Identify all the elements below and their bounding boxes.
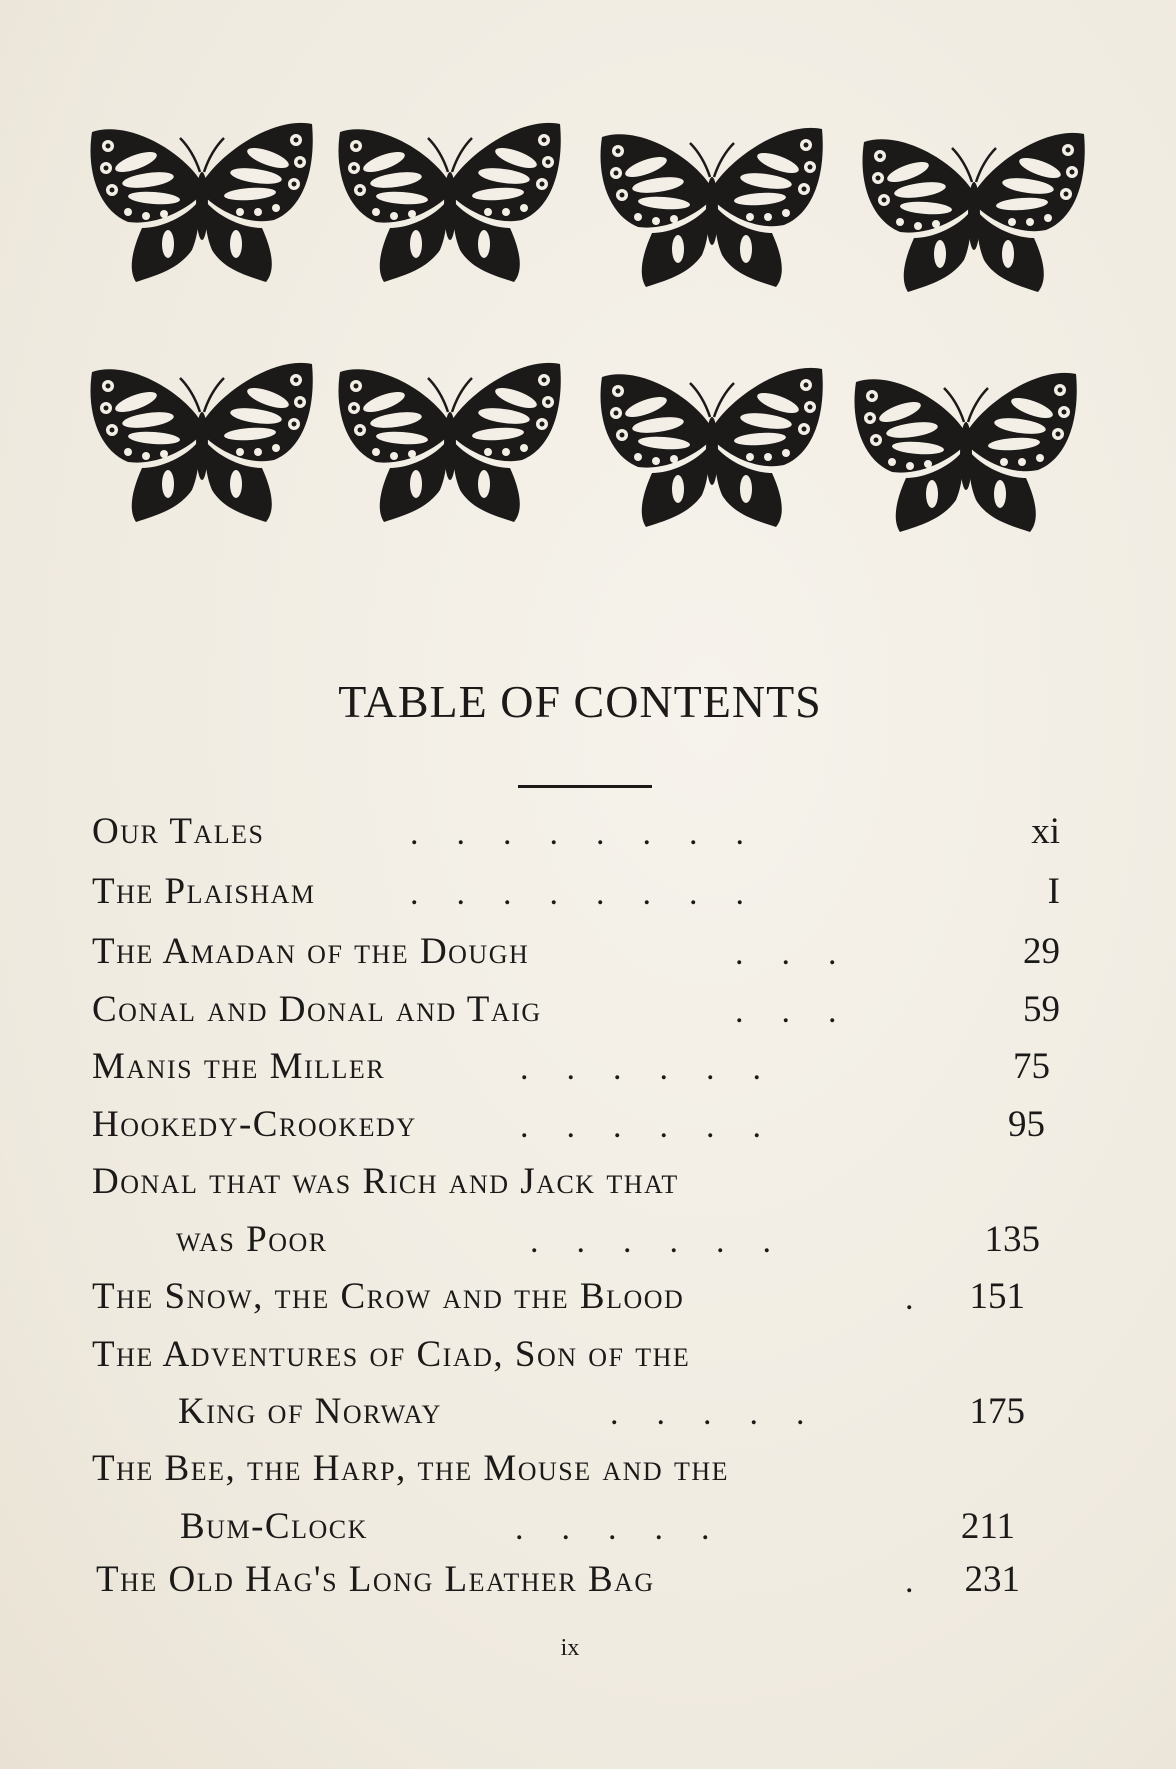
toc-page-number[interactable]: 95 xyxy=(1008,1104,1045,1145)
leader-dots: ..... xyxy=(515,1510,748,1547)
toc-entry-title-continuation[interactable]: was Poor xyxy=(176,1219,328,1260)
leader-dots: ...... xyxy=(530,1223,809,1260)
toc-page-number[interactable]: I xyxy=(1047,871,1060,912)
toc-page-number[interactable]: 151 xyxy=(969,1276,1025,1317)
leader-dots: ........ xyxy=(410,875,782,912)
toc-entry-title[interactable]: Our Tales xyxy=(92,811,265,852)
toc-page-number[interactable]: 175 xyxy=(969,1391,1025,1432)
leader-dots: ........ xyxy=(410,815,782,852)
toc-page-number[interactable]: 29 xyxy=(1023,931,1060,972)
leader-dots: . xyxy=(905,1280,952,1317)
toc-page-number[interactable]: 135 xyxy=(984,1219,1040,1260)
toc-page-number[interactable]: 231 xyxy=(964,1559,1020,1600)
leader-dots: ..... xyxy=(610,1395,843,1432)
toc-entry-title[interactable]: The Amadan of the Dough xyxy=(92,931,530,972)
toc-entry-title-continuation[interactable]: Bum-Clock xyxy=(180,1506,368,1547)
toc-entry-title[interactable]: Donal that was Rich and Jack that xyxy=(92,1161,679,1202)
page-title: TABLE OF CONTENTS xyxy=(338,676,822,727)
toc-entry-title[interactable]: The Adventures of Ciad, Son of the xyxy=(92,1334,691,1375)
leader-dots: ...... xyxy=(520,1108,799,1145)
toc-entry-title[interactable]: The Plaisham xyxy=(92,871,316,912)
toc-entry-title[interactable]: Manis the Miller xyxy=(92,1046,386,1087)
toc-entry-title[interactable]: The Old Hag's Long Leather Bag xyxy=(96,1559,655,1600)
toc-page-number[interactable]: 75 xyxy=(1013,1046,1050,1087)
toc-entry-title-continuation[interactable]: King of Norway xyxy=(178,1391,442,1432)
toc-page-number[interactable]: xi xyxy=(1031,811,1060,852)
toc-entry-title[interactable]: The Snow, the Crow and the Blood xyxy=(92,1276,685,1317)
toc-page-number[interactable]: 59 xyxy=(1023,989,1060,1030)
toc-entry-title[interactable]: Conal and Donal and Taig xyxy=(92,989,542,1030)
toc-page-number[interactable]: 211 xyxy=(960,1506,1015,1547)
leader-dots: ...... xyxy=(520,1050,799,1087)
toc-entry-title[interactable]: Hookedy-Crookedy xyxy=(92,1104,417,1145)
leader-dots: ... xyxy=(735,993,875,1030)
leader-dots: . xyxy=(905,1563,952,1600)
toc-entry-title[interactable]: The Bee, the Harp, the Mouse and the xyxy=(92,1448,729,1489)
page-folio: ix xyxy=(560,1635,580,1661)
leader-dots: ... xyxy=(735,935,875,972)
